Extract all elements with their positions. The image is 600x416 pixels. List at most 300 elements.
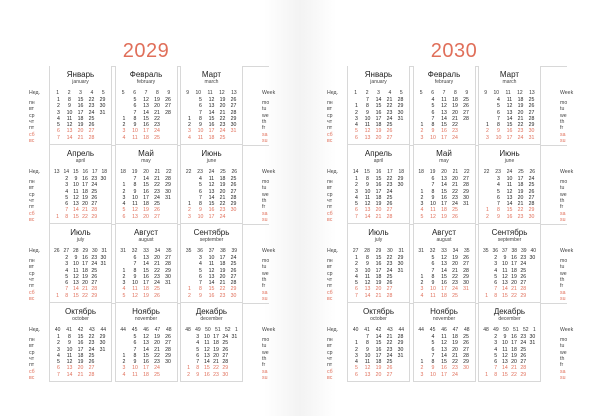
day-cell: 17 — [213, 334, 219, 340]
week-number: 11 — [505, 90, 511, 96]
day-cell: 11 — [197, 134, 204, 141]
day-cell: 2 — [355, 261, 358, 268]
day-cell: 19 — [219, 97, 226, 103]
weekday-label: пт — [29, 283, 35, 290]
quarter-row — [29, 224, 276, 303]
month-block — [413, 303, 476, 382]
week-number: 8 — [155, 90, 159, 96]
week-number: 2 — [365, 90, 369, 96]
day-cell: 28 — [528, 115, 535, 122]
day-grid — [184, 176, 239, 220]
day-cell: 14 — [441, 115, 447, 122]
day-cell: 17 — [143, 128, 149, 135]
day-cell: 23 — [452, 280, 458, 287]
day-cell: 1 — [485, 292, 489, 299]
day-cell: 28 — [88, 134, 95, 141]
week-number: 7 — [144, 90, 148, 96]
day-cell — [230, 372, 239, 378]
day-cell: 1 — [56, 213, 60, 220]
day-grid — [53, 97, 108, 141]
day-cell: 2 — [355, 109, 358, 116]
day-cell: 16 — [441, 128, 447, 135]
day-cell: 4 — [199, 176, 202, 182]
weekday-label: сб — [327, 131, 333, 138]
day-cell: 5 — [133, 97, 137, 103]
day-cell: 7 — [355, 213, 358, 220]
day-cell: 4 — [494, 267, 498, 274]
day-cell: 27 — [230, 273, 237, 280]
day-cell: 22 — [452, 188, 458, 195]
day-cell — [164, 293, 173, 299]
day-cell: 22 — [386, 176, 393, 182]
week-number: 31 — [120, 248, 126, 254]
day-cell: 15 — [441, 188, 447, 195]
month-block — [347, 66, 410, 145]
day-row — [351, 214, 406, 220]
week-number: 42 — [375, 327, 382, 333]
day-cell: 20 — [511, 359, 517, 366]
day-cell: 26 — [386, 128, 393, 135]
day-grid — [351, 97, 406, 141]
week-numbers — [414, 169, 475, 175]
day-cell: 14 — [364, 292, 371, 299]
month-name-ru: Март — [201, 70, 222, 79]
day-cell: 22 — [517, 122, 524, 129]
day-cell: 12 — [73, 273, 79, 280]
day-cell: 24 — [452, 201, 458, 208]
weekday-label: вс — [29, 374, 35, 381]
weekday-label: вт — [29, 343, 35, 350]
week-number: 5 — [101, 90, 105, 96]
day-cell: 10 — [132, 128, 138, 135]
day-cell: 16 — [204, 371, 210, 378]
month-block — [478, 303, 541, 382]
day-cell: 15 — [375, 255, 382, 261]
week-number: 44 — [418, 327, 424, 333]
day-cell: 26 — [528, 103, 535, 110]
week-number: 36 — [492, 248, 499, 254]
weekday-label-en: sa — [560, 210, 566, 217]
weekday-labels-ru — [29, 303, 47, 382]
day-cell: 20 — [77, 128, 84, 135]
day-cell: 4 — [431, 97, 435, 103]
day-cell: 13 — [364, 371, 371, 378]
day-cell: 19 — [213, 346, 219, 353]
day-cell: 14 — [441, 352, 447, 359]
day-cell: 5 — [122, 207, 126, 214]
day-cell: 20 — [82, 201, 88, 208]
day-cell: 28 — [386, 292, 393, 299]
day-cell: 23 — [91, 176, 98, 182]
weekday-labels-ru — [29, 224, 47, 303]
weekday-labels-ru — [327, 66, 345, 145]
day-cell: 20 — [143, 213, 149, 220]
day-cell: 15 — [208, 201, 215, 208]
day-cell: 9 — [196, 371, 200, 378]
weekday-label-en: we — [262, 349, 269, 356]
day-cell: 13 — [506, 109, 513, 116]
day-cell: 1 — [355, 103, 358, 110]
week-number-header: Нед. — [29, 169, 40, 175]
day-cell: 14 — [208, 194, 215, 201]
day-cell: 15 — [143, 267, 149, 274]
week-number: 16 — [375, 169, 382, 175]
week-number: 38 — [220, 248, 226, 254]
day-cell: 18 — [452, 334, 458, 340]
month-block — [478, 145, 541, 224]
day-cell: 29 — [520, 292, 527, 299]
day-cell: 21 — [386, 97, 393, 103]
month-name-en: october — [370, 316, 387, 322]
day-cell: 14 — [441, 182, 447, 189]
week-number: 4 — [388, 90, 392, 96]
month-name-ru: Март — [499, 70, 520, 79]
day-cell: 14 — [502, 365, 508, 372]
week-number: 19 — [429, 169, 436, 175]
day-cell: 29 — [91, 213, 98, 220]
day-cell: 28 — [528, 201, 535, 208]
day-cell: 14 — [502, 286, 508, 293]
day-cell: 29 — [91, 292, 98, 299]
day-cell: 15 — [208, 115, 215, 122]
day-cell: 16 — [441, 280, 447, 287]
day-cell: 2 — [57, 340, 60, 347]
month-name-en: august — [436, 237, 452, 243]
week-number: 30 — [91, 248, 98, 254]
day-cell: 21 — [82, 286, 88, 293]
day-cell: 24 — [386, 115, 393, 122]
day-cell: 24 — [154, 365, 160, 372]
month-name-ru: Декабрь — [493, 307, 526, 316]
month-name-en: april — [75, 158, 86, 164]
day-cell: 21 — [154, 109, 160, 116]
day-cell: 13 — [143, 340, 149, 347]
week-number: 34 — [154, 248, 161, 254]
day-cell: 8 — [366, 255, 369, 261]
day-cell: 20 — [452, 176, 458, 182]
day-cell: 10 — [502, 340, 508, 347]
day-cell: 13 — [208, 103, 215, 110]
day-cell: 21 — [452, 267, 458, 274]
day-cell: 11 — [506, 97, 513, 103]
week-number: 40 — [352, 327, 359, 333]
weekday-label: ср — [327, 270, 333, 277]
day-cell: 10 — [430, 286, 436, 293]
day-cell: 13 — [208, 188, 215, 195]
day-cell: 8 — [133, 115, 137, 122]
weekday-label: пт — [327, 125, 333, 132]
day-cell: 25 — [154, 286, 160, 293]
day-cell: 13 — [364, 286, 371, 293]
day-cell: 21 — [219, 280, 226, 287]
week-numbers — [116, 90, 177, 96]
day-cell: 14 — [506, 201, 513, 208]
day-cell: 23 — [520, 334, 527, 340]
day-cell: 24 — [154, 194, 160, 201]
day-cell: 30 — [165, 273, 171, 280]
day-cell: 2 — [486, 213, 489, 220]
day-cell: 17 — [82, 182, 88, 189]
day-grid — [119, 255, 174, 299]
day-cell: 24 — [386, 352, 393, 359]
day-cell: 9 — [431, 194, 435, 201]
day-cell: 10 — [430, 134, 436, 141]
day-cell: 15 — [506, 207, 513, 214]
day-cell: 26 — [165, 334, 171, 340]
day-row — [119, 214, 174, 220]
day-cell: 19 — [517, 188, 524, 195]
week-number: 1 — [234, 327, 238, 333]
day-cell: 9 — [503, 334, 507, 340]
day-row — [351, 135, 406, 141]
day-cell: 28 — [222, 359, 229, 366]
day-cell: 24 — [452, 134, 458, 141]
day-cell: 11 — [208, 261, 215, 268]
day-cell: 4 — [196, 340, 200, 347]
day-cell: 16 — [375, 261, 382, 268]
day-row — [482, 372, 537, 378]
day-cell: 14 — [375, 334, 382, 340]
day-cell: 6 — [199, 188, 202, 195]
day-cell: 18 — [511, 346, 517, 353]
day-cell: 11 — [430, 292, 436, 299]
day-cell: 24 — [386, 267, 393, 274]
day-cell: 25 — [463, 334, 469, 340]
week-number: 27 — [63, 248, 70, 254]
day-cell: 25 — [88, 115, 95, 122]
day-cell: 28 — [397, 97, 404, 103]
weekday-label: ср — [29, 349, 35, 356]
day-cell: 11 — [73, 188, 79, 195]
day-cell: 24 — [386, 188, 393, 195]
month-block — [180, 303, 243, 382]
day-cell: 17 — [375, 352, 382, 359]
day-cell: 10 — [132, 194, 138, 201]
day-cell: 6 — [497, 194, 500, 201]
day-cell: 30 — [99, 103, 106, 110]
weekday-label-en: tu — [262, 264, 267, 271]
day-cell: 15 — [143, 182, 149, 189]
day-cell: 22 — [82, 292, 88, 299]
month-name-ru: Октябрь — [362, 307, 394, 316]
month-name-en: july — [76, 237, 85, 243]
day-cell: 20 — [219, 188, 226, 195]
day-cell: 25 — [463, 97, 469, 103]
month-name-ru: Сентябрь — [193, 228, 230, 237]
weekday-label-en: sa — [560, 131, 566, 138]
day-cell: 9 — [133, 188, 137, 195]
day-cell: 19 — [517, 103, 524, 110]
day-cell: 30 — [230, 122, 237, 129]
day-cell: 1 — [122, 267, 126, 274]
day-cell: 12 — [441, 103, 447, 110]
month-name-en: july — [374, 237, 383, 243]
week-number: 22 — [165, 169, 172, 175]
weekday-label: вт — [29, 106, 35, 113]
day-cell: 19 — [82, 194, 88, 201]
day-cell: 11 — [132, 371, 138, 378]
day-cell: 8 — [431, 188, 435, 195]
day-cell: 2 — [355, 182, 358, 189]
day-cell: 26 — [463, 103, 469, 110]
day-cell: 21 — [82, 207, 88, 214]
weekday-label-en: sa — [560, 368, 566, 375]
month-name-ru: Май — [436, 149, 452, 158]
week-number: 1 — [532, 327, 536, 333]
week-number: 47 — [452, 327, 459, 333]
week-number: 1 — [56, 90, 60, 96]
day-cell: 18 — [511, 267, 517, 274]
day-cell: 11 — [364, 122, 371, 129]
week-numbers — [50, 90, 111, 96]
week-number: 25 — [220, 169, 226, 175]
day-cell: 24 — [222, 334, 229, 340]
day-cell: 18 — [143, 134, 149, 141]
day-cell: 24 — [219, 128, 226, 135]
day-cell: 1 — [420, 188, 424, 195]
weekday-label-en: mo — [262, 179, 270, 185]
day-cell — [462, 293, 471, 299]
day-cell: 23 — [452, 365, 458, 372]
week-number: 48 — [185, 327, 191, 333]
day-cell: 25 — [528, 97, 535, 103]
day-cell: 26 — [230, 267, 237, 274]
month-name-ru: Ноябрь — [430, 307, 458, 316]
day-cell: 8 — [65, 213, 69, 220]
day-cell: 20 — [517, 194, 524, 201]
months-row — [49, 224, 269, 303]
day-cell: 25 — [452, 292, 458, 299]
week-number: 50 — [503, 327, 509, 333]
day-cell: 17 — [208, 213, 215, 220]
day-cell: 18 — [375, 194, 382, 201]
day-cell: 25 — [520, 267, 527, 274]
day-cell: 8 — [431, 273, 435, 280]
day-cell: 31 — [463, 286, 469, 293]
week-number: 52 — [225, 327, 231, 333]
day-cell: 12 — [364, 128, 371, 135]
day-cell: 3 — [188, 128, 191, 135]
day-cell: 2 — [122, 122, 126, 129]
quarter-row — [29, 145, 276, 224]
day-cell: 12 — [66, 359, 73, 366]
day-row — [184, 293, 239, 299]
day-cell: 4 — [497, 182, 500, 189]
week-numbers — [479, 90, 540, 96]
month-name-ru: Январь — [66, 70, 95, 79]
weekday-label: чт — [327, 118, 333, 125]
month-name-ru: Август — [133, 228, 159, 237]
weekday-labels-ru — [327, 145, 345, 224]
day-cell: 26 — [222, 346, 229, 353]
day-cell: 30 — [528, 128, 535, 135]
day-cell: 19 — [77, 122, 84, 129]
weekday-label-en: mo — [560, 337, 568, 343]
day-cell: 18 — [219, 261, 226, 268]
day-cell: 21 — [452, 115, 458, 122]
day-cell: 8 — [431, 359, 435, 366]
day-cell: 7 — [431, 352, 435, 359]
day-cell — [98, 135, 107, 141]
week-number: 8 — [453, 90, 457, 96]
day-cell: 25 — [386, 122, 393, 129]
day-grid — [482, 334, 537, 378]
week-number-header: Нед. — [327, 169, 338, 175]
day-cell: 16 — [441, 365, 447, 372]
day-cell: 4 — [497, 97, 500, 103]
day-cell: 10 — [364, 352, 371, 359]
day-cell: 19 — [452, 340, 458, 347]
day-grid — [351, 176, 406, 220]
day-cell — [396, 293, 405, 299]
month-name-ru: Июнь — [499, 149, 520, 158]
weekday-label-en: th — [560, 118, 565, 125]
day-cell: 25 — [222, 340, 229, 347]
week-number: 49 — [195, 327, 201, 333]
day-cell: 20 — [154, 103, 160, 110]
day-cell: 13 — [143, 103, 149, 110]
day-cell: 19 — [143, 207, 149, 214]
day-cell: 4 — [122, 371, 126, 378]
day-grid — [417, 176, 472, 220]
day-cell: 9 — [199, 207, 202, 214]
weekday-label-en: we — [560, 349, 567, 356]
day-cell: 3 — [57, 109, 60, 116]
day-grid — [417, 255, 472, 299]
day-cell: 24 — [520, 261, 527, 268]
weekday-label: пт — [29, 125, 35, 132]
week-header-en: Week — [560, 248, 574, 254]
day-cell: 17 — [82, 261, 88, 268]
day-cell: 25 — [91, 267, 98, 274]
day-cell: 18 — [208, 134, 215, 141]
week-number: 48 — [165, 327, 172, 333]
day-cell: 18 — [517, 182, 524, 189]
month-name-en: september — [497, 237, 522, 243]
day-cell — [462, 135, 471, 141]
day-cell: 9 — [133, 273, 137, 280]
day-cell: 17 — [143, 194, 149, 201]
day-cell: 13 — [506, 194, 513, 201]
day-cell: 14 — [143, 346, 149, 353]
day-cell: 29 — [463, 273, 469, 280]
weekday-label: ср — [29, 191, 35, 198]
day-cell: 26 — [230, 97, 237, 103]
day-cell: 26 — [386, 280, 393, 287]
weekday-label: ср — [327, 349, 333, 356]
day-cell: 19 — [219, 267, 226, 274]
day-cell: 8 — [366, 103, 369, 110]
day-cell: 19 — [154, 334, 160, 340]
day-cell: 7 — [133, 346, 137, 353]
day-cell: 9 — [68, 103, 71, 110]
week-number: 45 — [131, 327, 138, 333]
day-cell: 16 — [82, 255, 88, 261]
day-cell: 31 — [99, 346, 106, 353]
weekday-label: чт — [327, 276, 333, 283]
day-cell: 4 — [122, 134, 126, 141]
day-cell: 11 — [502, 267, 508, 274]
weekday-label-en: th — [262, 197, 267, 204]
weekday-label: вс — [327, 216, 333, 223]
day-cell: 16 — [208, 122, 215, 129]
day-cell: 27 — [386, 207, 393, 214]
month-name-en: may — [141, 158, 151, 164]
weekday-label-en: sa — [560, 289, 566, 296]
week-number: 35 — [165, 248, 172, 254]
day-cell: 21 — [517, 201, 524, 208]
week-number: 41 — [66, 327, 72, 333]
